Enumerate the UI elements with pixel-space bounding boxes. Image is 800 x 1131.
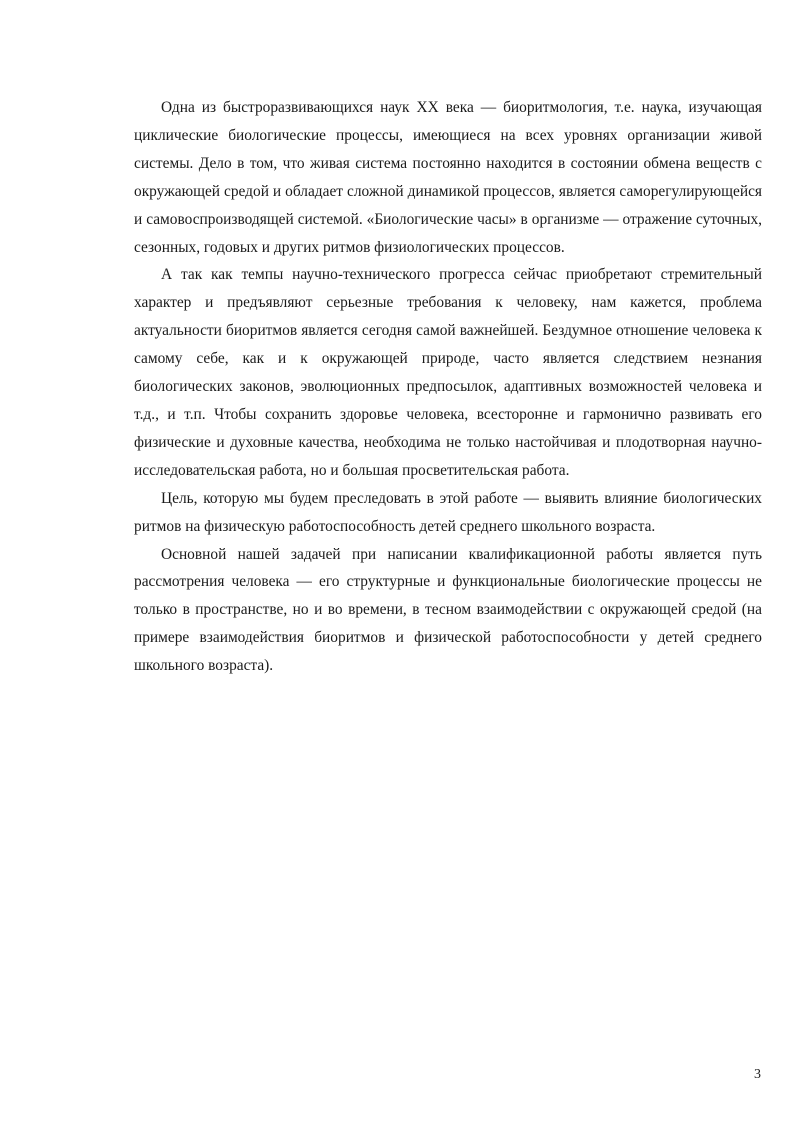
paragraph-task: Основной нашей задачей при написании квалификационной работы является путь рассмотрения человека — его структурные и функциональные биологические процессы не только в пространстве, но и во времени, в тесном взаимодействии с окружающей средой (на примере взаимодействия биоритмов и физической работоспособности у детей среднего школьного возраста). xyxy=(134,545,762,675)
paragraph-intro: Одна из быстроразвивающихся наук XX века — биоритмология, т.е. наука, изучающая циклические биологические процессы, имеющиеся на всех уровнях организации живой системы. Дело в том, что живая система постоянно находится в состоянии обмена веществ с окружающей средой и обладает сложной динамикой процессов, является саморегулирующейся и самовоспроизводящей системой. «Биологические часы» в организме — отражение суточных, сезонных, годовых и других ритмов физиологических процессов. xyxy=(134,99,762,256)
document-body xyxy=(134,94,762,680)
paragraph-goal: Цель, которую мы будем преследовать в этой работе — выявить влияние биологических ритмов на физическую работоспособность детей среднего школьного возраста. xyxy=(134,489,762,535)
paragraph-relevance: А так как темпы научно-технического прогресса сейчас приобретают стремительный характер и предъявляют серьезные требования к человеку, нам кажется, проблема актуальности биоритмов является сегодня самой важнейшей. Бездумное отношение человека к самому себе, как и к окружающей природе, часто является следствием незнания биологических законов, эволюционных предпосылок, адаптивных возможностей человека и т.д., и т.п. Чтобы сохранить здоровье человека, всесторонне и гармонично развивать его физические и духовные качества, необходима не только настойчивая и плодотворная научно-исследовательская работа, но и большая просветительская работа. xyxy=(134,266,762,479)
page-number: 3 xyxy=(754,1067,761,1082)
